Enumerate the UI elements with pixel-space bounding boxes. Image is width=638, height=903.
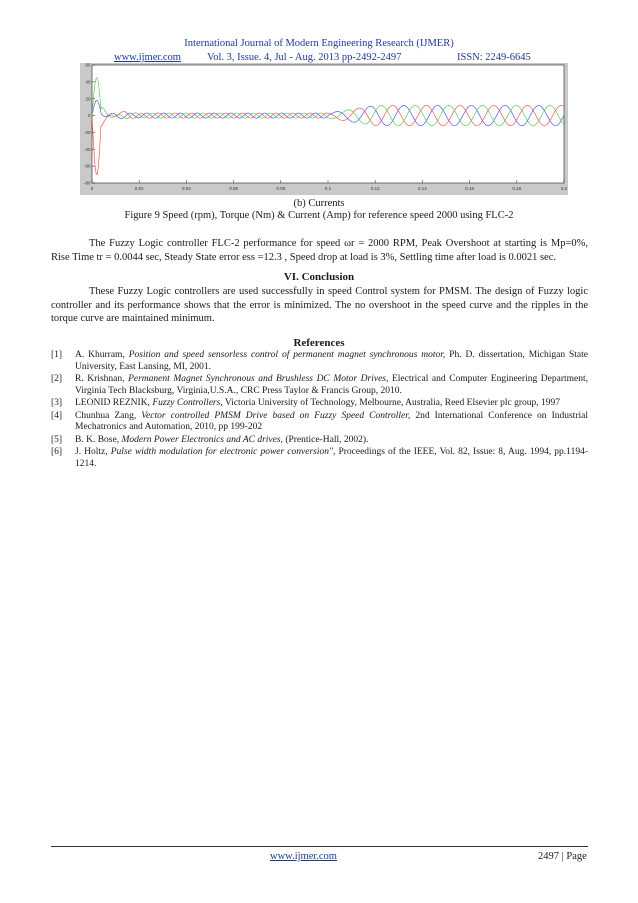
reference-number: [1] [51,350,63,360]
x-tick-label: 0.18 [512,186,522,191]
y-tick-label: 20 [85,96,91,102]
header-issn: ISSN: 2249-6645 [457,52,531,63]
results-paragraph [51,237,588,264]
reference-details: Ph. D. dissertation, Michigan State University, East Lansing, MI, 2001. [75,350,588,372]
reference-text [75,350,588,373]
header-url-link[interactable]: www.ijmer.com [114,52,181,63]
reference-item [51,350,588,373]
figure-subcaption: (b) Currents [293,198,345,209]
reference-title: Fuzzy Controllers, [152,398,223,408]
reference-text [75,374,588,397]
reference-text [75,435,588,447]
reference-title: Pulse width modulation for electronic power conversion", [110,447,336,457]
conclusion-paragraph [51,285,588,326]
x-tick-label: 0.12 [370,186,380,191]
x-tick-label: 0.1 [324,186,332,191]
x-tick-label: 0.16 [465,186,474,191]
section-heading: VI. Conclusion [283,271,355,283]
reference-item [51,411,588,434]
footer-url-link[interactable]: www.ijmer.com [270,851,337,862]
reference-item [51,374,588,397]
reference-item [51,398,588,410]
x-tick-label: 0.08 [276,186,286,191]
x-tick-label: 0.02 [134,186,144,191]
footer-divider [51,846,588,847]
x-tick-label: 0.14 [418,186,427,191]
reference-author: LEONID REZNIK, [75,398,153,408]
y-tick-label: 40 [85,79,91,85]
conclusion-text: These Fuzzy Logic controllers are used successfully in speed Control system for PMSM. The design of Fuzzy logic controller and its performance shows that the error is minimized. The no overshoot in the speed curve and the ripples in the torque curve are maintained minimum. [51,286,588,324]
reference-author: J. Holtz, [75,447,111,457]
reference-number: [5] [51,434,63,445]
currents-chart-svg [80,63,568,195]
x-tick-label: 0.04 [182,186,191,191]
reference-title: Position and speed sensorless control of permanent magnet synchronous motor, [128,350,446,360]
reference-title: Permanent Magnet Synchronous and Brushless DC Motor Drives, [128,374,389,384]
reference-item [51,447,588,470]
references-list [51,350,588,471]
reference-item [51,435,588,447]
results-text: The Fuzzy Logic controller FLC-2 performance for speed ωr = 2000 RPM, Peak Overshoot at starting is Mp=0%, Rise Time tr = 0.0044 sec, Steady State error ess =12.3 , Speed drop at load is 3%, Settling time after load is 0.0021 sec. [51,238,588,263]
reference-text [75,398,588,410]
reference-title: Modern Power Electronics and AC drives, [121,434,283,445]
y-tick-label: 0 [87,113,91,119]
journal-title: International Journal of Modern Engineering Research (IJMER) [184,38,454,49]
y-tick-label: -40 [83,146,91,152]
reference-details: Proceedings of the IEEE, Vol. 82, Issue: 8, Aug. 1994, pp.1194-1214. [75,447,588,469]
reference-author: R. Krishnan, [75,374,129,384]
y-tick-label: 60 [85,63,91,68]
reference-number: [2] [51,374,63,384]
x-tick-label: 0.2 [560,186,568,191]
header-volume: Vol. 3, Issue. 4, Jul - Aug. 2013 pp-2492-2497 [207,52,402,63]
y-tick-label: -80 [83,180,91,186]
currents-plot [80,63,568,195]
plot-area [92,65,564,183]
reference-number: [3] [51,398,63,408]
x-tick-label: 0 [90,186,94,191]
footer-page-number: 2497 | Page [538,851,587,862]
reference-details: 2nd International Conference on Industrial Mechatronics and Automation, 2010, pp 199-202 [75,410,588,432]
reference-text [75,447,588,470]
y-tick-label: -60 [83,163,91,169]
reference-details: (Prentice-Hall, 2002). [282,434,369,445]
reference-details: Electrical and Computer Engineering Department, Virginia Tech Blacksburg, Virginia,U.S.A., CRC Press Taylor & Francis Group, 2010. [75,374,588,396]
x-tick-label: 0.06 [229,186,238,191]
references-heading: References [293,337,345,349]
reference-details: Victoria University of Technology, Melbourne, Australia, Reed Elsevier plc group, 1997 [222,398,561,408]
reference-author: Chunhua Zang, [75,410,142,421]
figure-caption: Figure 9 Speed (rpm), Torque (Nm) & Current (Amp) for reference speed 2000 using FLC-2 [124,210,514,221]
reference-author: A. Khurram, [75,350,129,360]
reference-author: B. K. Bose, [75,434,122,445]
reference-title: Vector controlled PMSM Drive based on Fuzzy Speed Controller, [141,410,411,421]
reference-number: [4] [51,410,63,421]
reference-number: [6] [51,447,63,457]
reference-text [75,411,588,434]
y-tick-label: -20 [83,130,91,136]
